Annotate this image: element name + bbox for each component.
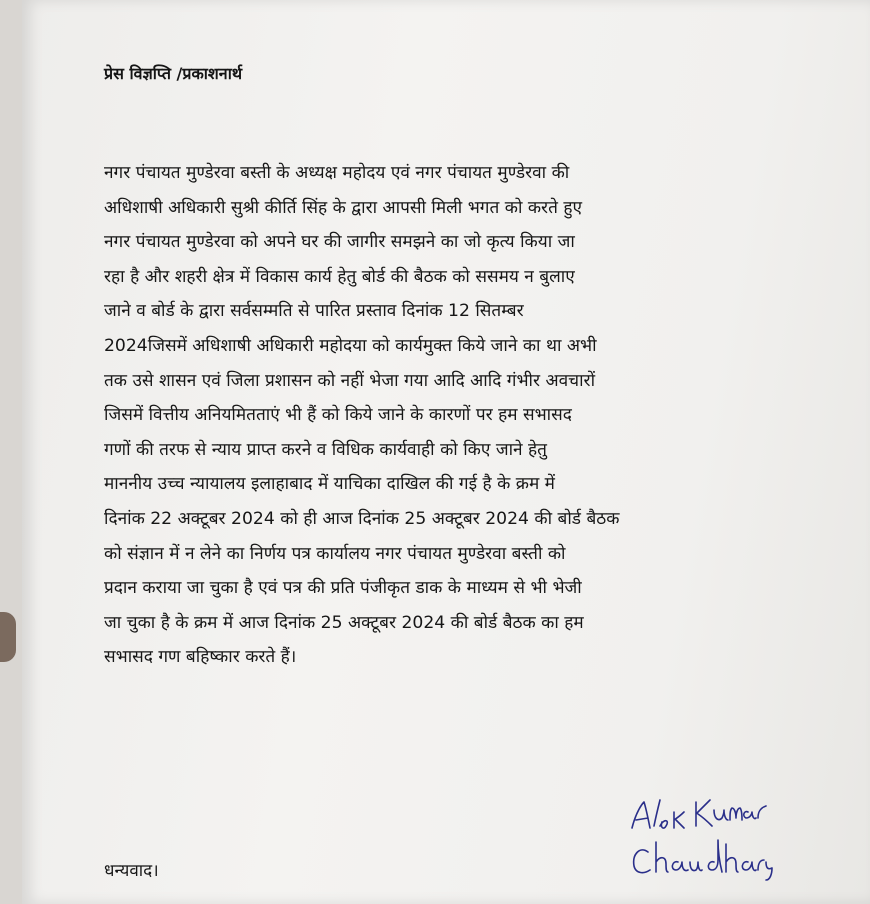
body-line: जिसमें वित्तीय अनियमितताएं भी हैं को किये जाने के कारणों पर हम सभासद	[104, 405, 572, 426]
closing-thanks: धन्यवाद।	[104, 861, 159, 881]
holding-finger	[0, 612, 16, 662]
body-line: नगर पंचायत मुण्डेरवा बस्ती के अध्यक्ष महोदय एवं नगर पंचायत मुण्डेरवा की	[104, 163, 570, 183]
handwritten-signature	[626, 782, 776, 882]
body-line: प्रदान कराया जा चुका है एवं पत्र की प्रति पंजीकृत डाक के माध्यम से भी भेजी	[104, 578, 582, 599]
body-line: नगर पंचायत मुण्डेरवा को अपने घर की जागीर समझने का जो कृत्य किया जा	[104, 232, 575, 253]
body-line: 2024जिसमें अधिशाषी अधिकारी महोदया को कार्यमुक्त किये जाने का था अभी	[104, 335, 597, 356]
letter-body	[104, 156, 619, 675]
body-line: माननीय उच्च न्यायालय इलाहाबाद में याचिका दाखिल की गई है के क्रम में	[104, 474, 555, 495]
body-line: अधिशाषी अधिकारी सुश्री कीर्ति सिंह के द्वारा आपसी मिली भगत को करते हुए	[104, 197, 582, 218]
body-line: जा चुका है के क्रम में आज दिनांक 25 अक्टूबर 2024 की बोर्ड बैठक का हम	[104, 612, 584, 633]
body-line: जाने व बोर्ड के द्वारा सर्वसम्मति से पारित प्रस्ताव दिनांक 12 सितम्बर	[104, 301, 524, 322]
body-line: गणों की तरफ से न्याय प्राप्त करने व विधिक कार्यवाही को किए जाने हेतु	[104, 439, 547, 460]
letter-heading: प्रेस विज्ञप्ति /प्रकाशनार्थ	[104, 64, 243, 83]
body-line: को संज्ञान में न लेने का निर्णय पत्र कार्यालय नगर पंचायत मुण्डेरवा बस्ती को	[104, 543, 566, 564]
body-line: सभासद गण बहिष्कार करते हैं।	[104, 647, 297, 668]
body-line: रहा है और शहरी क्षेत्र में विकास कार्य हेतु बोर्ड की बैठक को ससमय न बुलाए	[104, 266, 575, 287]
body-line: तक उसे शासन एवं जिला प्रशासन को नहीं भेजा गया आदि आदि गंभीर अवचारों	[104, 370, 596, 391]
body-line: दिनांक 22 अक्टूबर 2024 को ही आज दिनांक 25 अक्टूबर 2024 की बोर्ड बैठक	[104, 508, 620, 529]
